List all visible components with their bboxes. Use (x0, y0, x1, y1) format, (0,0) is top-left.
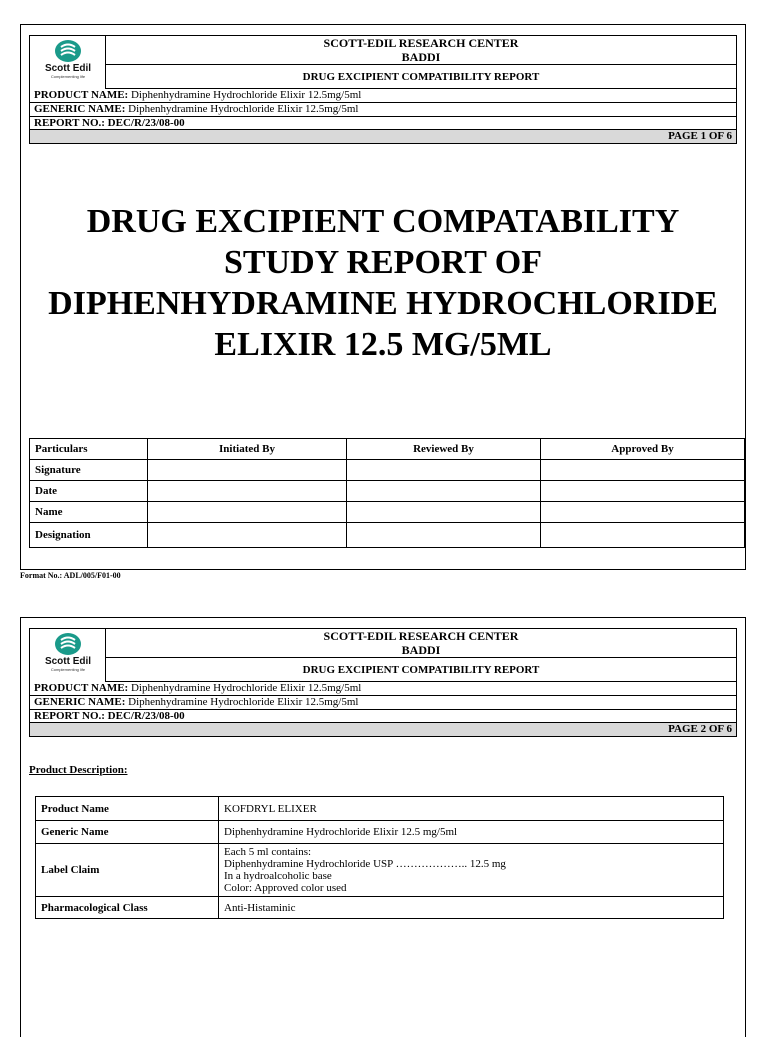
cell-empty (541, 502, 745, 523)
table-row (30, 460, 745, 481)
desc-key-pharmacological-class: Pharmacological Class (36, 897, 219, 919)
table-row (36, 844, 724, 897)
generic-name-label: GENERIC NAME: (34, 696, 126, 708)
header-initiated-by: Initiated By (148, 439, 347, 460)
desc-value-pharmacological-class: Anti-Histaminic (219, 897, 724, 919)
logo-name: Scott Edil (44, 656, 92, 667)
logo-name: Scott Edil (44, 63, 92, 74)
desc-key-label-claim: Label Claim (36, 844, 219, 897)
cell-empty (347, 523, 541, 548)
product-description-table (35, 796, 724, 919)
product-name-label: PRODUCT NAME: (34, 682, 129, 694)
organization-name: SCOTT-EDIL RESEARCH CENTER (323, 36, 519, 50)
row-label-designation: Designation (30, 523, 148, 548)
table-row (36, 797, 724, 821)
product-name-label: PRODUCT NAME: (34, 89, 129, 101)
cell-empty (541, 460, 745, 481)
row-label-signature: Signature (30, 460, 148, 481)
scott-edil-logo-icon (53, 632, 83, 656)
product-info (29, 682, 737, 724)
cell-empty (148, 523, 347, 548)
cell-empty (347, 460, 541, 481)
table-row (30, 523, 745, 548)
report-title: DRUG EXCIPIENT COMPATIBILITY REPORT (302, 664, 540, 676)
desc-key-product-name: Product Name (36, 797, 219, 821)
cell-empty (148, 502, 347, 523)
report-page-2 (20, 617, 746, 1037)
product-name-value: Diphenhydramine Hydrochloride Elixir 12.5mg/5ml (130, 89, 362, 101)
document-header (29, 35, 737, 142)
report-no-label: REPORT NO.: (34, 710, 105, 722)
generic-name-row (30, 103, 736, 117)
organization-box (105, 628, 737, 682)
generic-name-value: Diphenhydramine Hydrochloride Elixir 12.5mg/5ml (128, 696, 359, 708)
table-row (30, 502, 745, 523)
header-particulars: Particulars (30, 439, 148, 460)
cell-empty (541, 481, 745, 502)
cell-empty (148, 460, 347, 481)
product-info (29, 89, 737, 131)
generic-name-label: GENERIC NAME: (34, 103, 126, 115)
header-approved-by: Approved By (541, 439, 745, 460)
report-no-value: DEC/R/23/08-00 (107, 710, 185, 722)
cell-empty (347, 481, 541, 502)
report-title: DRUG EXCIPIENT COMPATIBILITY REPORT (302, 71, 540, 83)
organization-city: BADDI (401, 643, 441, 657)
organization-box (105, 35, 737, 89)
desc-key-generic-name: Generic Name (36, 821, 219, 844)
desc-value-label-claim: Each 5 ml contains: Diphenhydramine Hydrochloride USP ……………….. 12.5 mg In a hydroalcoholic base Color: Approved color used (219, 844, 724, 897)
header-reviewed-by: Reviewed By (347, 439, 541, 460)
product-name-value: Diphenhydramine Hydrochloride Elixir 12.5mg/5ml (130, 682, 362, 694)
table-row (36, 897, 724, 919)
organization-name: SCOTT-EDIL RESEARCH CENTER (323, 629, 519, 643)
section-title: Product Description: (29, 764, 128, 776)
generic-name-row (30, 696, 736, 710)
row-label-name: Name (30, 502, 148, 523)
document-header (29, 628, 737, 735)
table-row (30, 481, 745, 502)
company-logo (29, 35, 106, 90)
product-name-row (30, 89, 736, 103)
logo-tagline: Complementing life (50, 74, 86, 79)
company-logo (29, 628, 106, 683)
desc-value-product-name: KOFDRYL ELIXER (219, 797, 724, 821)
report-no-value: DEC/R/23/08-00 (107, 117, 185, 129)
report-page-1 (20, 24, 746, 570)
format-number: Format No.: ADL/005/F01-00 (20, 571, 121, 580)
page-number: PAGE 2 OF 6 (29, 722, 737, 737)
product-name-row (30, 682, 736, 696)
main-title: DRUG EXCIPIENT COMPATABILITY STUDY REPORT OF DIPHENHYDRAMINE HYDROCHLORIDE ELIXIR 12.5 MG/5ML (48, 203, 718, 363)
approval-table (29, 438, 745, 548)
page-number: PAGE 1 OF 6 (29, 129, 737, 144)
table-row (36, 821, 724, 844)
logo-tagline: Complementing life (50, 667, 86, 672)
desc-value-generic-name: Diphenhydramine Hydrochloride Elixir 12.5 mg/5ml (219, 821, 724, 844)
cell-empty (347, 502, 541, 523)
generic-name-value: Diphenhydramine Hydrochloride Elixir 12.5mg/5ml (128, 103, 359, 115)
scott-edil-logo-icon (53, 39, 83, 63)
cell-empty (148, 481, 347, 502)
approval-header-row (30, 439, 745, 460)
cell-empty (541, 523, 745, 548)
row-label-date: Date (30, 481, 148, 502)
organization-city: BADDI (401, 50, 441, 64)
report-no-label: REPORT NO.: (34, 117, 105, 129)
